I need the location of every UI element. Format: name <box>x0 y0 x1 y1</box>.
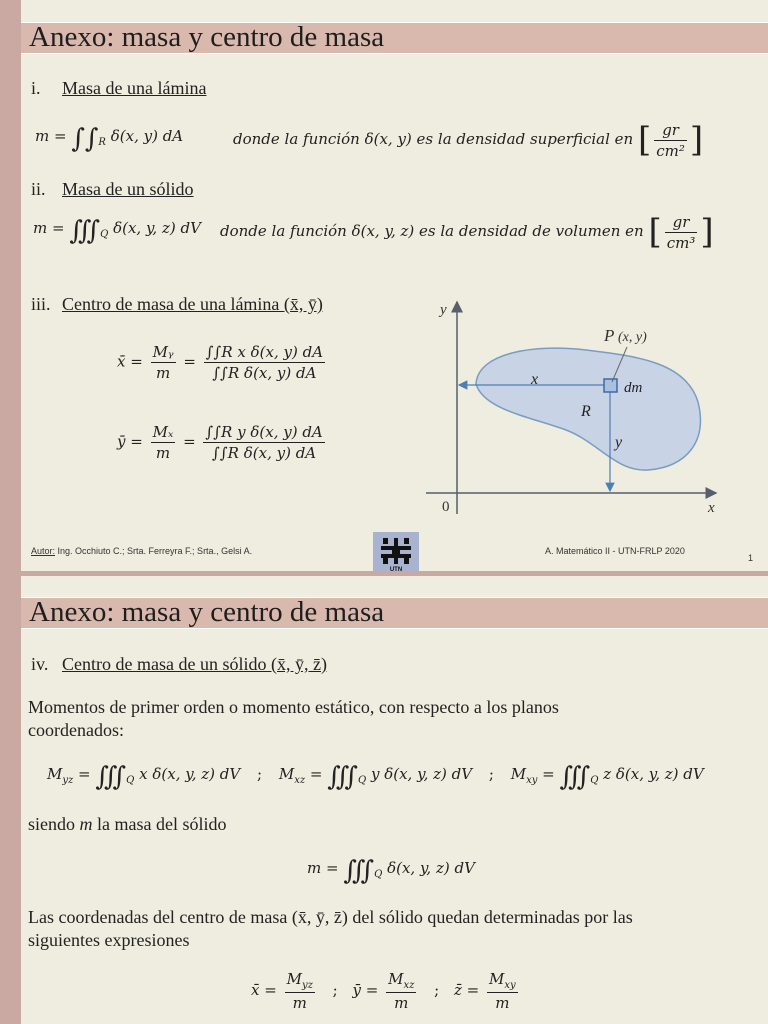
solid-mass-formula: $m = ∭_Q$ δ(x, y, z) dV <box>33 216 201 246</box>
point-coords-label: (x, y) <box>618 330 647 345</box>
section-number: iii. <box>31 294 51 314</box>
moments-formulas: $M_{yz}$ = $∭_Q$ x δ(x, y, z) dV ; $M_{xz}$ = $∭_Q$ y δ(x, y, z) dV ; $M_{xy}$ = $∭_Q$ z δ(x, y, z) dV <box>47 762 704 792</box>
solid-density-text: donde la función δ(x, y, z) es la densidad de volumen en [ $\frac{gr}{\text{cm³}}$ ] <box>220 212 714 252</box>
point-label: P <box>604 326 615 345</box>
section-number: ii. <box>31 179 46 199</box>
y-axis-label: y <box>440 302 447 318</box>
xbar-formula: x̄ = $\frac{\text{Mᵧ}}{m}$ = $\frac{\text{∫∫R x δ(x, y) dA}}{\text{∫∫R δ(x, y) dA}}$ <box>117 343 324 382</box>
coords-description: Las coordenadas del centro de masa (x̄, ȳ, z̄) del sólido quedan determinadas por las siguientes expresiones <box>28 907 633 950</box>
x-distance-label: x <box>531 371 539 388</box>
page-number: 1 <box>748 553 754 563</box>
section-heading: Centro de masa de una lámina (x̄, ȳ) <box>62 294 323 314</box>
x-axis-label: x <box>708 500 715 516</box>
utn-logo <box>373 532 419 571</box>
lamina-mass-formula: $m = \int\int_R$ δ(x, y) dA <box>35 124 184 154</box>
slide-1 <box>21 0 768 571</box>
dm-label: dm <box>624 380 643 396</box>
region-label: R <box>581 403 591 420</box>
slide-title: Anexo: masa y centro de masa <box>29 21 385 53</box>
footer-course: A. Matemático II - UTN-FRLP 2020 <box>545 546 685 556</box>
footer-author: Autor: Ing. Occhiuto C.; Srta. Ferreyra F.; Srta., Gelsi A. <box>31 546 253 556</box>
lamina-diagram <box>416 292 726 524</box>
slide-2 <box>21 576 768 1024</box>
section-number: iv. <box>31 654 49 674</box>
dm-square <box>604 379 617 392</box>
svg-text:UTN: UTN <box>389 567 403 571</box>
section-heading: Masa de un sólido <box>62 179 194 199</box>
section-heading: Masa de una lámina <box>62 78 207 98</box>
section-heading: Centro de masa de un sólido (x̄, ȳ, z̄) <box>62 654 327 674</box>
mass-description: siendo m la masa del sólido <box>28 814 227 834</box>
y-distance-label: y <box>615 434 623 451</box>
ybar-formula: ȳ = $\frac{\text{Mₓ}}{m}$ = $\frac{\text{∫∫R y δ(x, y) dA}}{\text{∫∫R δ(x, y) dA}}$ <box>117 423 323 462</box>
solid-mass-formula: $m = ∭_Q$ δ(x, y, z) dV <box>307 856 475 886</box>
origin-label: 0 <box>442 499 450 515</box>
slide-title: Anexo: masa y centro de masa <box>29 596 385 628</box>
moments-intro: Momentos de primer orden o momento estático, con respecto a los planos coordenados: <box>28 697 559 740</box>
title-bar <box>21 597 768 629</box>
title-bar <box>21 22 768 54</box>
center-of-mass-formulas: x̄ = $\frac{M_{yz}}{m}$ ; ȳ = $\frac{M_{xz}}{m}$ ; z̄ = $\frac{M_{xy}}{m}$ <box>251 970 516 1012</box>
lamina-density-text: donde la función δ(x, y) es la densidad superficial en [ $\frac{gr}{\text{cm²}}$ ] <box>233 120 704 160</box>
section-number: i. <box>31 78 41 98</box>
